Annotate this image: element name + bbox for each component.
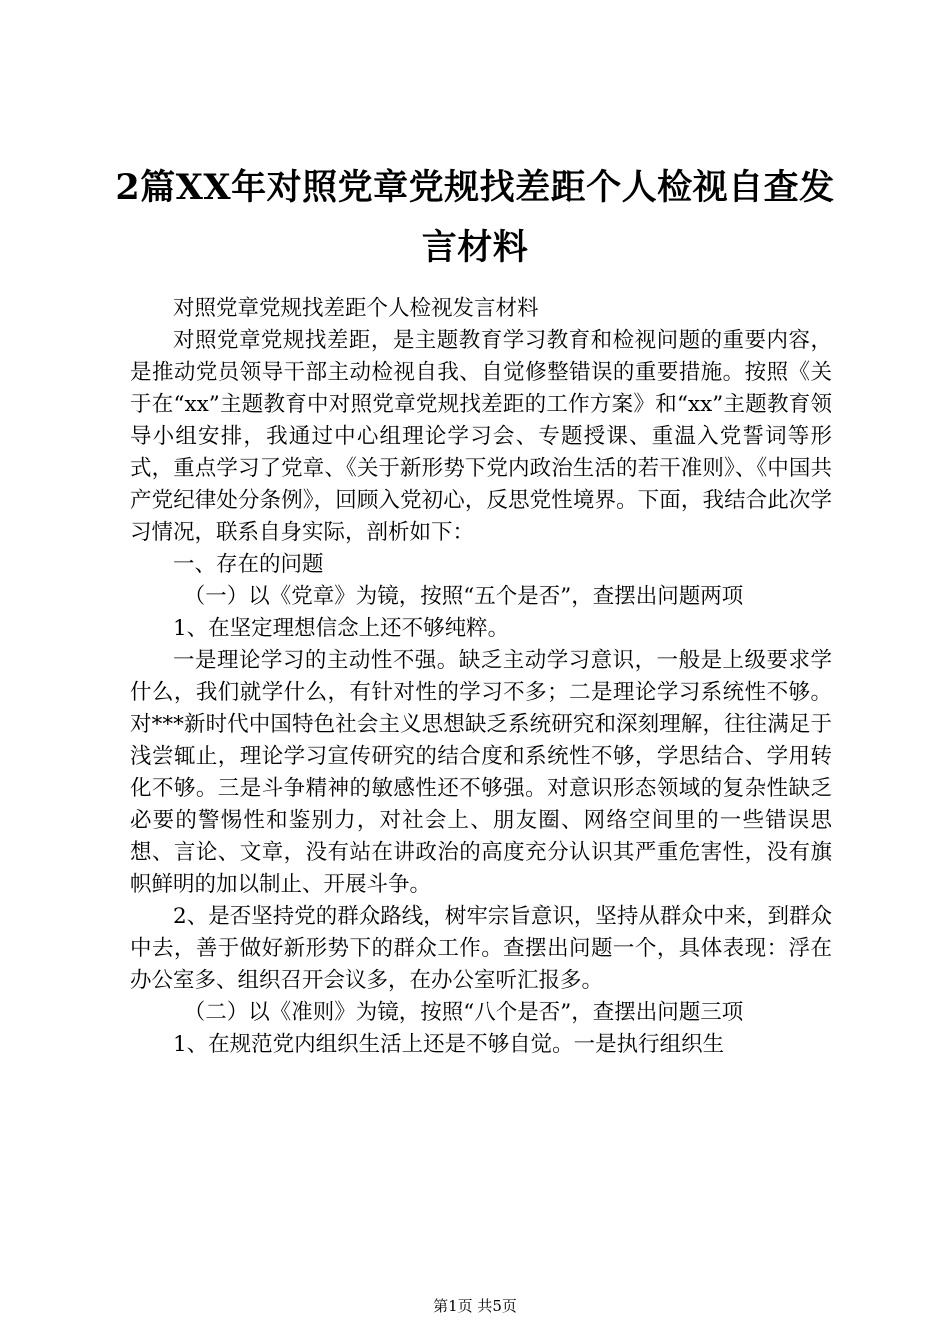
subheading-guidelines: （二）以《准则》为镜，按照“八个是否”，查摆出问题三项 xyxy=(183,1000,744,1025)
heading-problems: 一、存在的问题 xyxy=(173,552,324,577)
subheading-party-constitution: （一）以《党章》为镜，按照“五个是否”，查摆出问题两项 xyxy=(183,584,744,609)
item-organizational-life: 1、在规范党内组织生活上还是不够自觉。一是执行组织生 xyxy=(173,1032,725,1057)
item-ideals-beliefs: 1、在坚定理想信念上还不够纯粹。 xyxy=(173,616,510,641)
paragraph-theory-study: 一是理论学习的主动性不强。缺乏主动学习意识，一般是上级要求学什么，我们就学什么，有针对性的学习不多；二是理论学习系统性不够。对***新时代中国特色社会主义思想缺乏系统研究和深刻理解，往往满足于浅尝辄止，理论学习宣传研究的结合度和系统性不够，学思结合、学用转化不够。三是斗争精神的敏感性还不够强。对意识形态领域的复杂性缺乏必要的警惕性和鉴别力，对社会上、朋友圈、网络空间里的一些错误思想、言论、文章，没有站在讲政治的高度充分认识其严重危害性，没有旗帜鲜明的加以制止、开展斗争。 xyxy=(130,648,832,897)
paragraph-subtitle: 对照党章党规找差距个人检视发言材料 xyxy=(173,296,539,321)
page-number-footer: 第1页 共5页 xyxy=(433,1297,517,1315)
document-title: 2篇XX年对照党章党规找差距个人检视自查发言材料 xyxy=(115,167,835,268)
paragraph-intro: 对照党章党规找差距，是主题教育学习教育和检视问题的重要内容，是推动党员领导干部主动检视自我、自觉修整错误的重要措施。按照《关于在“xx”主题教育中对照党章党规找差距的工作方案》和“xx”主题教育领导小组安排，我通过中心组理论学习会、专题授课、重温入党誓词等形式，重点学习了党章、《关于新形势下党内政治生活的若干准则》、《中国共产党纪律处分条例》，回顾入党初心，反思党性境界。下面，我结合此次学习情况，联系自身实际，剖析如下： xyxy=(130,328,832,545)
document-body xyxy=(130,293,832,1061)
item-mass-line: 2、是否坚持党的群众路线，树牢宗旨意识，坚持从群众中来，到群众中去，善于做好新形势下的群众工作。查摆出问题一个，具体表现：浮在办公室多、组织召开会议多，在办公室听汇报多。 xyxy=(130,904,832,993)
